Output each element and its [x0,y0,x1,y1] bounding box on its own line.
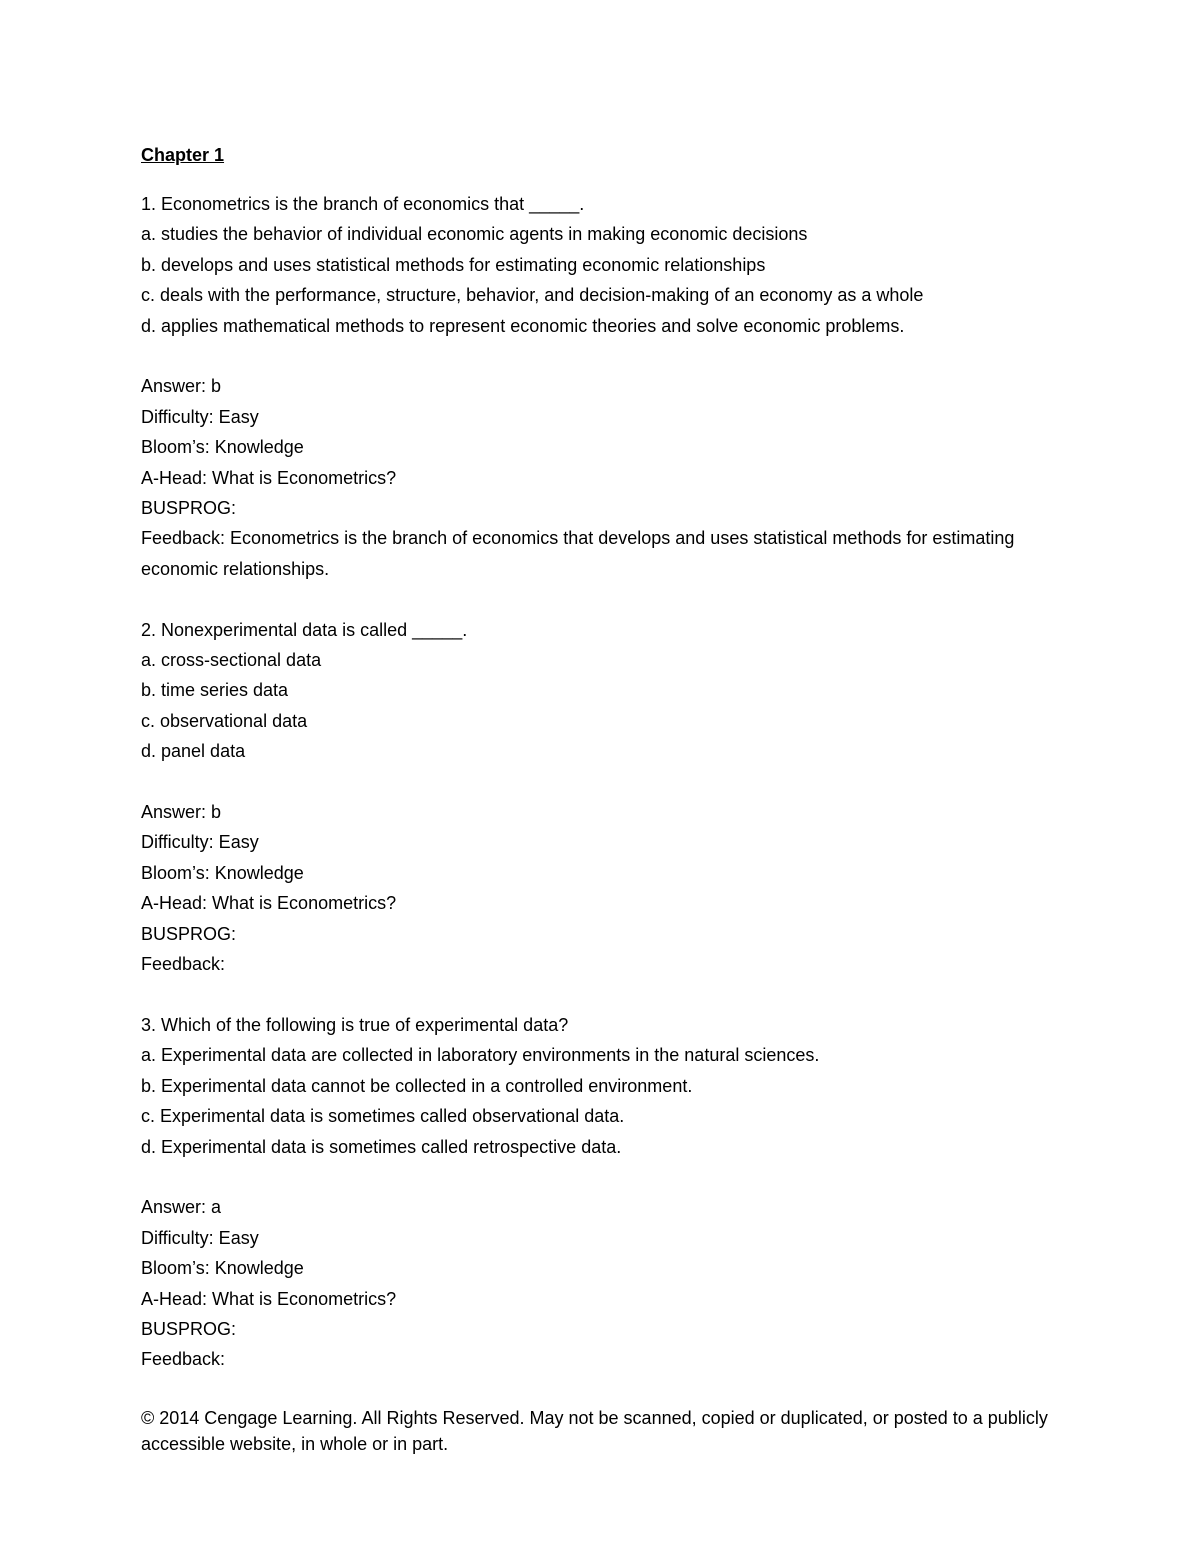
difficulty: Difficulty: Easy [141,1227,259,1248]
question-metadata [141,371,1071,584]
answer: Answer: b [141,376,222,397]
a-head: A-Head: What is Econometrics? [141,1288,397,1309]
question-stem: 2. Nonexperimental data is called _____. [141,619,468,640]
feedback: Feedback: [141,1349,226,1370]
busprog: BUSPROG: [141,1318,237,1339]
copyright-notice: © 2014 Cengage Learning. All Rights Reserved. May not be scanned, copied or duplicated, or posted to a publicly accessible website, in whole or in part. [141,1408,1048,1455]
difficulty: Difficulty: Easy [141,832,259,853]
question-1 [141,189,1071,584]
option-c: c. Experimental data is sometimes called observational data. [141,1106,625,1127]
option-d: d. Experimental data is sometimes called retrospective data. [141,1136,622,1157]
option-c: c. observational data [141,710,308,731]
busprog: BUSPROG: [141,923,237,944]
busprog: BUSPROG: [141,498,237,519]
a-head: A-Head: What is Econometrics? [141,893,397,914]
a-head: A-Head: What is Econometrics? [141,467,397,488]
blooms: Bloom’s: Knowledge [141,862,304,883]
option-b: b. Experimental data cannot be collected in a controlled environment. [141,1075,693,1096]
blooms: Bloom’s: Knowledge [141,437,304,458]
option-b: b. develops and uses statistical methods for estimating economic relationships [141,254,766,275]
difficulty: Difficulty: Easy [141,406,259,427]
feedback: Feedback: [141,954,226,975]
question-2 [141,615,1071,980]
option-a: a. Experimental data are collected in laboratory environments in the natural sciences. [141,1045,820,1066]
option-d: d. applies mathematical methods to represent economic theories and solve economic problems. [141,315,905,336]
answer: Answer: a [141,1197,222,1218]
question-stem: 3. Which of the following is true of experimental data? [141,1014,569,1035]
question-metadata [141,1192,1071,1374]
spacer [141,584,1071,614]
question-stem: 1. Econometrics is the branch of economics that _____. [141,194,585,214]
option-d: d. panel data [141,741,246,762]
question-metadata [141,797,1071,979]
option-a: a. studies the behavior of individual economic agents in making economic decisions [141,224,808,245]
answer: Answer: b [141,802,222,823]
option-c: c. deals with the performance, structure, behavior, and decision-making of an economy as a whole [141,285,924,306]
feedback: Feedback: Econometrics is the branch of economics that develops and uses statistical methods for estimating economic relationships. [141,528,1015,579]
question-3 [141,1010,1071,1375]
document-page [141,140,1071,1457]
blooms: Bloom’s: Knowledge [141,1258,304,1279]
chapter-title: Chapter 1 [141,145,225,165]
spacer [141,980,1071,1010]
option-a: a. cross-sectional data [141,650,322,671]
option-b: b. time series data [141,680,289,701]
